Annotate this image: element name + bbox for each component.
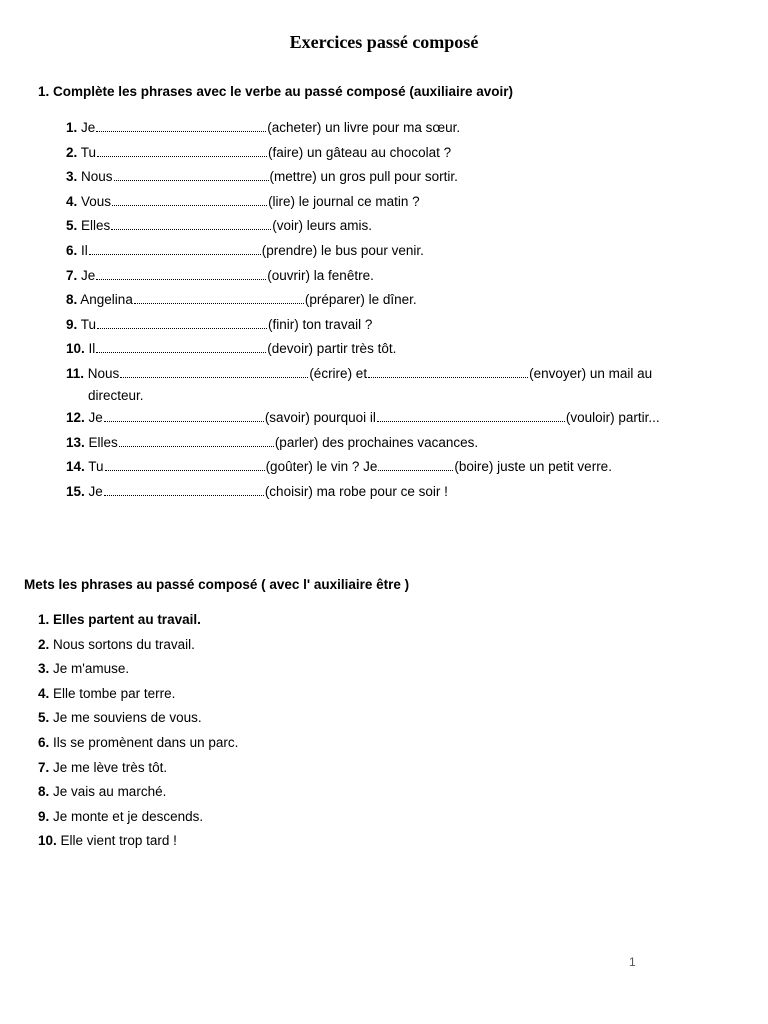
item-number: 1. <box>38 612 50 627</box>
answer-blank[interactable] <box>120 363 308 378</box>
list-item <box>66 190 716 215</box>
list-item <box>38 829 538 854</box>
item-number: 8. <box>66 292 78 308</box>
item-subject: Angelina <box>80 292 133 308</box>
item-text: Je me lève très tôt. <box>53 759 168 775</box>
item-text: (voir) leurs amis. <box>272 218 373 234</box>
item-subject: Il <box>88 341 96 357</box>
item-number: 4. <box>38 685 50 701</box>
item-number: 3. <box>66 169 78 185</box>
item-number: 8. <box>38 784 50 800</box>
item-text: (vouloir) partir... <box>565 409 660 425</box>
item-subject: Il <box>81 242 88 258</box>
list-item <box>66 313 716 338</box>
item-subject: Je <box>81 120 96 135</box>
item-subject: Nous <box>81 169 113 185</box>
list-item <box>66 406 716 431</box>
list-item <box>38 731 538 756</box>
answer-blank[interactable] <box>97 142 267 157</box>
item-number: 10. <box>66 341 85 357</box>
item-number: 9. <box>66 316 78 332</box>
item-number: 14. <box>66 459 85 475</box>
list-item <box>66 337 716 362</box>
list-item <box>66 431 716 456</box>
item-text: Je me souviens de vous. <box>53 710 202 726</box>
item-text: Elle vient trop tard ! <box>60 833 177 849</box>
item-text: (boire) juste un petit verre. <box>454 459 612 475</box>
item-subject: Je <box>81 267 96 283</box>
item-subject: Elles <box>81 218 111 234</box>
answer-blank[interactable] <box>134 289 304 304</box>
answer-blank[interactable] <box>105 456 265 471</box>
list-item <box>66 480 716 505</box>
answer-blank[interactable] <box>96 338 266 353</box>
list-item <box>38 756 538 781</box>
item-number: 5. <box>38 710 50 726</box>
answer-blank[interactable] <box>89 240 261 255</box>
item-text: (acheter) un livre pour ma sœur. <box>267 120 461 135</box>
item-text: (parler) des prochaines vacances. <box>274 434 479 450</box>
list-item <box>66 362 716 406</box>
list-item <box>38 780 538 805</box>
item-number: 13. <box>66 434 85 450</box>
list-item <box>38 706 538 731</box>
answer-blank[interactable] <box>104 481 264 496</box>
item-text: (choisir) ma robe pour ce soir ! <box>264 483 448 499</box>
item-number: 2. <box>38 636 50 652</box>
answer-blank[interactable] <box>111 215 271 230</box>
item-number: 9. <box>38 808 50 824</box>
answer-blank[interactable] <box>114 166 269 181</box>
item-subject: Je <box>88 409 103 425</box>
item-text: (ouvrir) la fenêtre. <box>267 267 374 283</box>
item-text: Je m'amuse. <box>53 661 130 677</box>
item-text: (finir) ton travail ? <box>268 316 373 332</box>
item-number: 10. <box>38 833 57 849</box>
answer-blank[interactable] <box>378 456 453 471</box>
list-item <box>66 116 716 141</box>
item-text-continued: directeur. <box>88 387 144 403</box>
list-item <box>66 141 716 166</box>
item-text: (mettre) un gros pull pour sortir. <box>269 169 458 185</box>
list-item <box>38 805 538 830</box>
exercise-1-list <box>66 116 716 504</box>
list-item <box>38 633 538 658</box>
item-number: 2. <box>66 144 78 160</box>
item-text: (goûter) le vin ? Je <box>265 459 378 475</box>
item-number: 7. <box>66 267 78 283</box>
item-number: 6. <box>38 734 50 750</box>
list-item <box>38 682 538 707</box>
item-number: 3. <box>38 661 50 677</box>
item-text: Elle tombe par terre. <box>53 685 176 701</box>
item-number: 6. <box>66 242 78 258</box>
list-item <box>38 657 538 682</box>
answer-blank[interactable] <box>368 363 528 378</box>
list-item <box>66 455 716 480</box>
page-title: Exercices passé composé <box>289 32 479 52</box>
item-text: (devoir) partir très tôt. <box>267 341 397 357</box>
answer-blank[interactable] <box>97 314 267 329</box>
item-text: Je vais au marché. <box>53 784 167 800</box>
item-text: (faire) un gâteau au chocolat ? <box>268 144 452 160</box>
item-number: 15. <box>66 483 85 499</box>
item-subject: Vous <box>81 193 112 209</box>
answer-blank[interactable] <box>112 191 267 206</box>
item-text: (lire) le journal ce matin ? <box>268 193 420 209</box>
list-item <box>38 608 538 633</box>
item-number: 12. <box>66 409 85 425</box>
item-subject: Nous <box>87 365 120 381</box>
item-text: Nous sortons du travail. <box>53 636 195 652</box>
item-text: Je monte et je descends. <box>53 808 204 824</box>
item-subject: Je <box>88 483 103 499</box>
item-text: (savoir) pourquoi il <box>264 409 376 425</box>
list-item <box>66 288 716 313</box>
answer-blank[interactable] <box>96 265 266 280</box>
list-item <box>66 264 716 289</box>
item-text: Elles partent au travail. <box>53 612 201 627</box>
exercise-1-heading: 1. Complète les phrases avec le verbe au passé composé (auxiliaire avoir) <box>38 84 513 99</box>
item-text: (préparer) le dîner. <box>304 292 417 308</box>
item-number: 1. <box>66 120 78 135</box>
list-item <box>66 165 716 190</box>
exercise-2-list <box>38 608 538 854</box>
exercise-2-heading: Mets les phrases au passé composé ( avec l' auxiliaire être ) <box>24 577 410 592</box>
item-text: (écrire) et <box>309 365 368 381</box>
answer-blank[interactable] <box>96 117 266 132</box>
page-number: 1 <box>629 955 636 969</box>
item-text: (envoyer) un mail au <box>529 365 653 381</box>
list-item <box>66 239 716 264</box>
item-subject: Tu <box>80 144 97 160</box>
item-subject: Tu <box>88 459 104 475</box>
item-number: 4. <box>66 193 78 209</box>
item-text: Ils se promènent dans un parc. <box>53 734 239 750</box>
item-number: 5. <box>66 218 78 234</box>
answer-blank[interactable] <box>119 432 274 447</box>
list-item <box>66 214 716 239</box>
answer-blank[interactable] <box>377 407 565 422</box>
item-number: 7. <box>38 759 50 775</box>
item-subject: Elles <box>88 434 118 450</box>
answer-blank[interactable] <box>104 407 264 422</box>
item-number: 11. <box>66 365 85 381</box>
item-text: (prendre) le bus pour venir. <box>261 242 424 258</box>
item-subject: Tu <box>80 316 97 332</box>
